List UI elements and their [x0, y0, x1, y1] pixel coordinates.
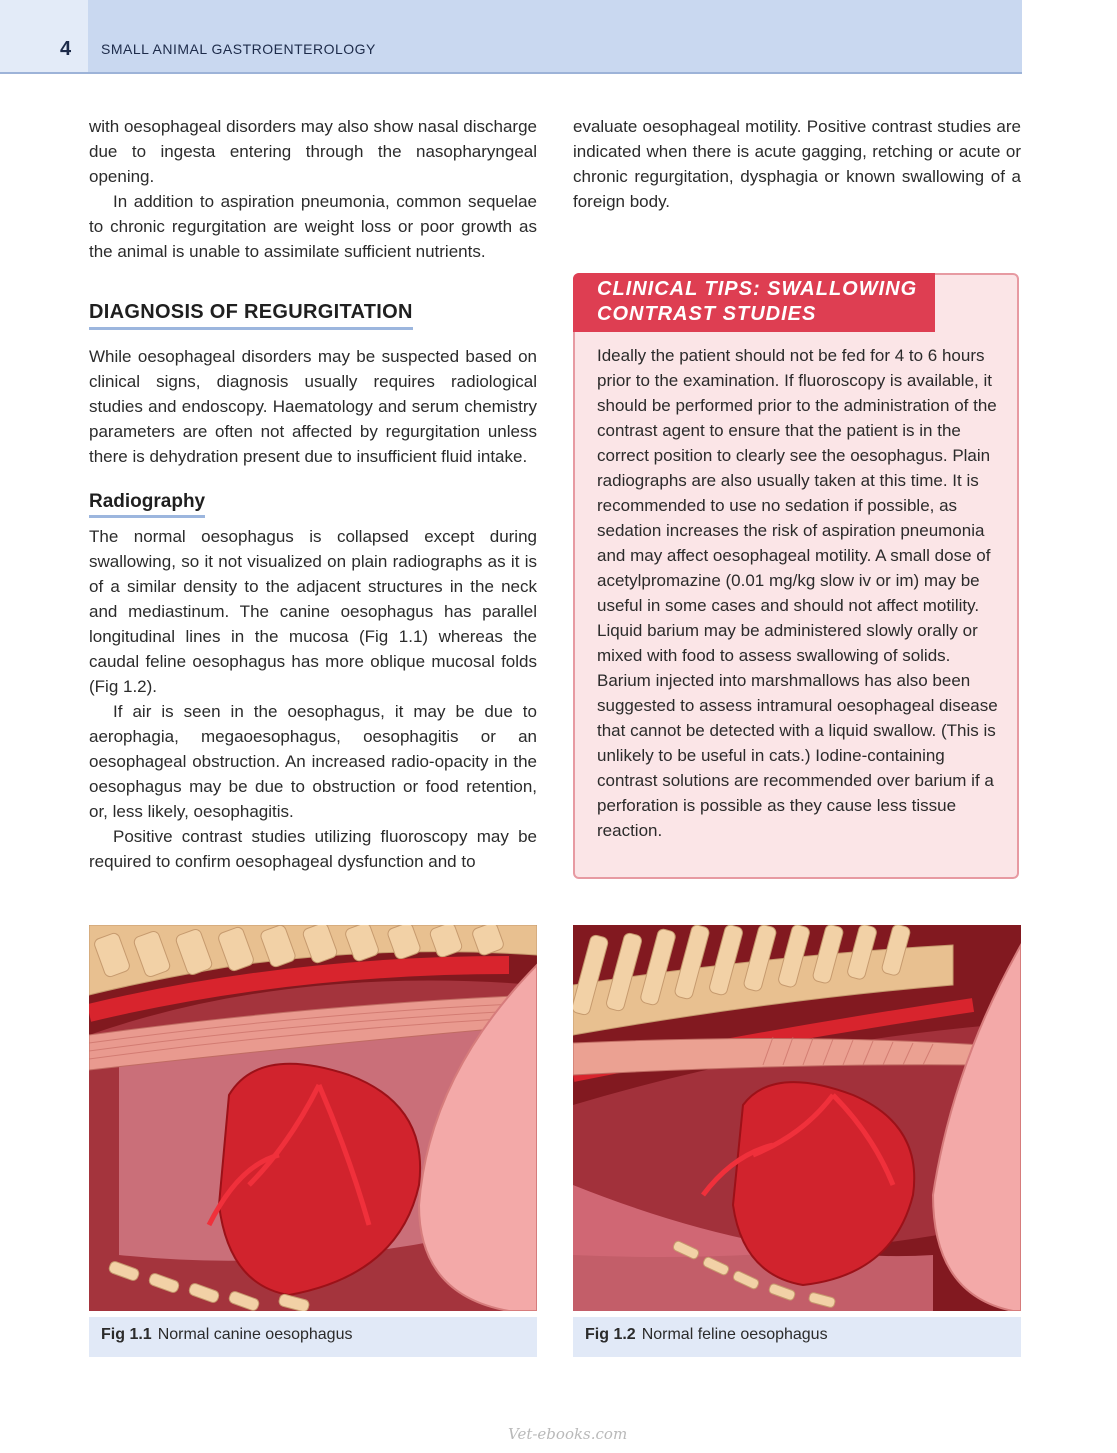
- subheading-radiography: Radiography: [89, 489, 205, 518]
- clinical-tips-box: [573, 273, 1019, 879]
- figure-caption: [89, 1317, 537, 1357]
- watermark: Vet-ebooks.com: [508, 1425, 628, 1443]
- figure-caption-text: Normal feline oesophagus: [641, 1326, 828, 1343]
- clinical-tips-body: Ideally the patient should not be fed for 4 to 6 hours prior to the examination. If fluoroscopy is available, it should be performed prior to the administration of the contrast agent to ensure that the patient is in the correct position to clearly see the oesophagus. Plain radiographs are also usually taken at this time. It is recommended to use no sedation if possible, as sedation increases the risk of aspiration pneumonia and may affect oesophageal motility. A small dose of acetylpromazine (0.01 mg/kg slow iv or im) may be useful in some cases and should not affect motility. Liquid barium may be administered slowly orally or mixed with food to assess swallowing of solids. Barium injected into marshmallows has also been suggested to assess intramural oesophageal disease that cannot be detected with a liquid swallow. (This is unlikely to be useful in cats.) Iodine-containing contrast solutions are recommended over barium if a perforation is possible as they cause less tissue reaction.: [597, 346, 998, 840]
- figure-number: Fig 1.1: [101, 1326, 152, 1343]
- paragraph: In addition to aspiration pneumonia, common sequelae to chronic regurgitation are weight loss or poor growth as the animal is unable to assimilate sufficient nutrients.: [89, 192, 537, 261]
- feline-oesophagus-illustration: [573, 925, 1021, 1311]
- figure-1-2: [573, 925, 1021, 1357]
- paragraph: While oesophageal disorders may be suspected based on clinical signs, diagnosis usually requires radiological studies and endoscopy. Haematology and serum chemistry parameters are often not affected by regurgitation unless there is dehydration present due to insufficient fluid intake.: [89, 347, 537, 466]
- canine-oesophagus-illustration: [89, 925, 537, 1311]
- figure-1-1: [89, 925, 537, 1357]
- paragraph: with oesophageal disorders may also show nasal discharge due to ingesta entering through the nasopharyngeal opening.: [89, 117, 537, 186]
- running-header: [0, 0, 1022, 74]
- left-column: [89, 114, 537, 874]
- section-heading-diagnosis: DIAGNOSIS OF REGURGITATION: [89, 300, 413, 330]
- paragraph: The normal oesophagus is collapsed except during swallowing, so it not visualized on plain radiographs as it is of a similar density to the adjacent structures in the neck and mediastinum. The canine oesophagus has parallel longitudinal lines in the mucosa (Fig 1.1) whereas the caudal feline oesophagus has more oblique mucosal folds (Fig 1.2).: [89, 527, 537, 696]
- right-column: [573, 114, 1021, 214]
- figure-number: Fig 1.2: [585, 1326, 636, 1343]
- figure-caption-text: Normal canine oesophagus: [157, 1326, 353, 1343]
- paragraph: evaluate oesophageal motility. Positive contrast studies are indicated when there is acute gagging, retching or acute or chronic regurgitation, dysphagia or known swallowing of a foreign body.: [573, 117, 1021, 211]
- page-number-box: [0, 0, 88, 72]
- running-title: SMALL ANIMAL GASTROENTEROLOGY: [101, 41, 376, 57]
- clinical-tips-title: CLINICAL TIPS: SWALLOWING CONTRAST STUDIES: [573, 273, 935, 332]
- figure-caption: [573, 1317, 1021, 1357]
- page-number: 4: [60, 38, 72, 60]
- paragraph: If air is seen in the oesophagus, it may be due to aerophagia, megaoesophagus, oesophagitis or an oesophageal obstruction. An increased radio-opacity in the oesophagus may be due to obstruction or food retention, or, less likely, oesophagitis.: [89, 702, 537, 821]
- paragraph: Positive contrast studies utilizing fluoroscopy may be required to confirm oesophageal dysfunction and to: [89, 827, 537, 871]
